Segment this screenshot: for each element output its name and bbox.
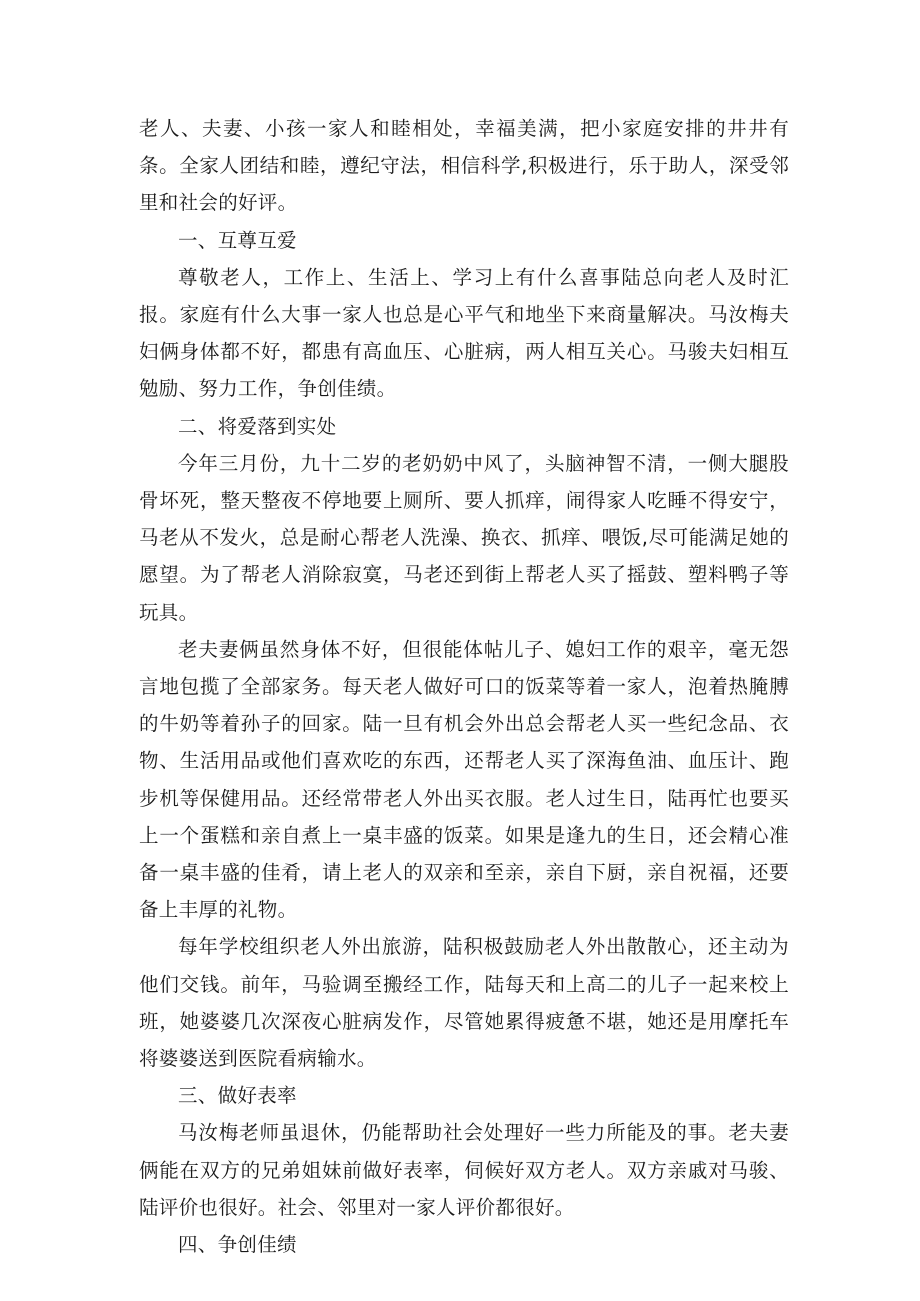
- section-2-paragraph-2: 老夫妻俩虽然身体不好，但很能体帖儿子、媳妇工作的艰辛，毫无怨言地包揽了全部家务。每天老人做好可口的饭菜等着一家人，泡着热腌膊的牛奶等着孙子的回家。陆一旦有机会外出总会帮老人买一些纪念品、衣物、生活用品或他们喜欢吃的东西，还帮老人买了深海鱼油、血压计、跑步机等保健用品。还经常带老人外出买衣服。老人过生日，陆再忙也要买上一个蛋糕和亲自煮上一桌丰盛的饭菜。如果是逢九的生日，还会精心准备一桌丰盛的佳肴，请上老人的双亲和至亲，亲自下厨，亲自祝福，还要备上丰厚的礼物。: [139, 637, 789, 922]
- section-3-paragraph: 马汝梅老师虽退休，仍能帮助社会处理好一些力所能及的事。老夫妻俩能在双方的兄弟姐妹前做好表率，伺候好双方老人。双方亲戚对马骏、陆评价也很好。社会、邻里对一家人评价都很好。: [139, 1121, 789, 1219]
- section-2-paragraph-1: 今年三月份，九十二岁的老奶奶中风了，头脑神智不清，一侧大腿股骨坏死，整天整夜不停地要上厕所、要人抓痒，闹得家人吃睡不得安宁，马老从不发火，总是耐心帮老人洗澡、换衣、抓痒、喂饭,尽可能满足她的愿望。为了帮老人消除寂寞，马老还到街上帮老人买了摇鼓、塑料鸭子等玩具。: [139, 451, 789, 624]
- section-heading-4: 四、争创佳绩: [178, 1233, 297, 1257]
- document-body: [139, 110, 789, 1263]
- intro-paragraph: 老人、夫妻、小孩一家人和睦相处，幸福美满，把小家庭安排的井井有条。全家人团结和睦，遵纪守法，相信科学,积极进行，乐于助人，深受邻里和社会的好评。: [139, 117, 789, 215]
- section-2-paragraph-3: 每年学校组织老人外出旅游，陆积极鼓励老人外出散散心，还主动为他们交钱。前年，马验调至搬经工作，陆每天和上高二的儿子一起来校上班，她婆婆几次深夜心脏病发作，尽管她累得疲惫不堪，她还是用摩托车将婆婆送到医院看病输水。: [139, 935, 789, 1071]
- section-1-paragraph: 尊敬老人，工作上、生活上、学习上有什么喜事陆总向老人及时汇报。家庭有什么大事一家人也总是心平气和地坐下来商量解决。马汝梅夫妇俩身体都不好，都患有高血压、心脏病，两人相互关心。马骏夫妇相互勉励、努力工作，争创佳绩。: [139, 265, 789, 401]
- section-heading-1: 一、互尊互爱: [178, 228, 297, 252]
- section-heading-3: 三、做好表率: [178, 1084, 297, 1108]
- section-heading-2: 二、将爱落到实处: [178, 414, 337, 438]
